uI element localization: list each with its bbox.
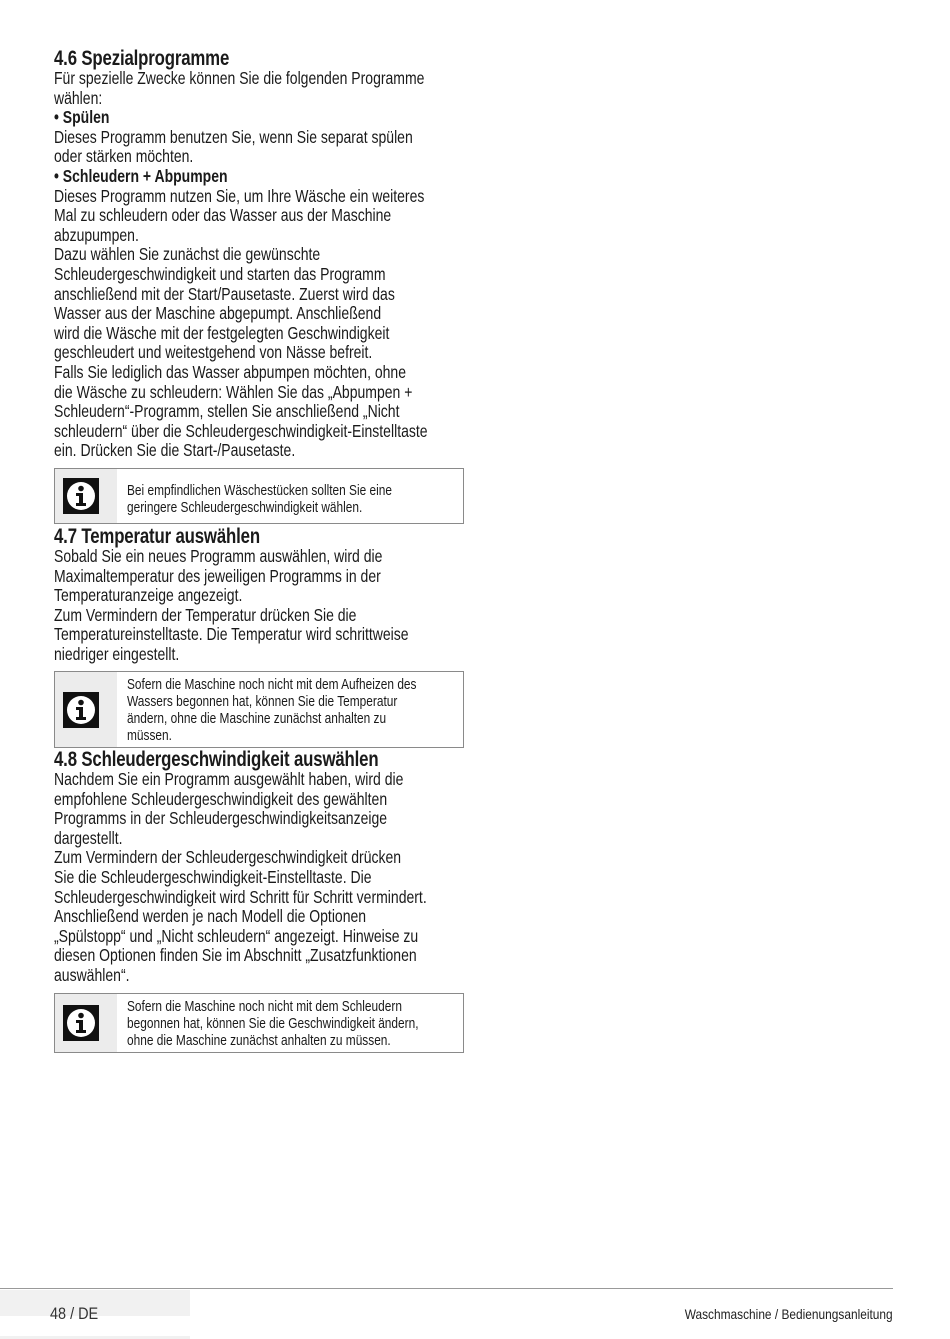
paragraph-line: Anschließend werden je nach Modell die Optionen [54, 906, 367, 927]
note-text-line: müssen. [127, 728, 172, 744]
footer-divider [0, 1288, 893, 1289]
paragraph-line: anschließend mit der Start/Pausetaste. Zuerst wird das [54, 283, 395, 304]
paragraph-line: Zum Vermindern der Schleudergeschwindigkeit drücken [54, 847, 402, 868]
paragraph-line: Nachdem Sie ein Programm ausgewählt haben, wird die [54, 769, 404, 789]
footer-title: Waschmaschine / Bedienungsanleitung [685, 1306, 893, 1322]
paragraph-line: Sobald Sie ein neues Programm auswählen, wird die [54, 546, 383, 566]
paragraph-line: Maximaltemperatur des jeweiligen Programms in der [54, 565, 381, 586]
paragraph-line: „Spülstopp“ und „Nicht schleudern“ angezeigt. Hinweise zu [54, 925, 419, 946]
paragraph-line: Temperaturanzeige angezeigt. [54, 585, 243, 606]
paragraph-line: Dieses Programm benutzen Sie, wenn Sie separat spülen [54, 126, 413, 147]
paragraph-line: ein. Drücken Sie die Start-/Pausetaste. [54, 440, 296, 461]
info-note-4-8 [54, 993, 464, 1053]
page-number: 48 / DE [50, 1304, 99, 1323]
info-note-4-7 [54, 671, 464, 748]
section-heading: 4.7 Temperatur auswählen [54, 525, 260, 548]
paragraph-line: oder stärken möchten. [54, 146, 194, 167]
paragraph-line: wird die Wäsche mit der festgelegten Geschwindigkeit [54, 322, 390, 343]
note-text-line: Sofern die Maschine noch nicht mit dem Aufheizen des [127, 677, 417, 693]
paragraph-line: Sie die Schleudergeschwindigkeit-Einstelltaste. Die [54, 866, 372, 887]
subheading: • Schleudern + Abpumpen [54, 165, 228, 186]
paragraph-line: empfohlene Schleudergeschwindigkeit des gewählten [54, 788, 388, 809]
paragraph-line: Dieses Programm nutzen Sie, um Ihre Wäsche ein weiteres [54, 185, 425, 206]
note-text-line: Bei empfindlichen Wäschestücken sollten Sie eine [127, 483, 393, 499]
paragraph-line: Temperatureinstelltaste. Die Temperatur wird schrittweise [54, 624, 409, 645]
note-text-line: ohne die Maschine zunächst anhalten zu müssen. [127, 1033, 391, 1049]
info-note-4-6 [54, 468, 464, 524]
paragraph-line: dargestellt. [54, 827, 123, 848]
section-4-7 [54, 527, 470, 665]
paragraph-line: Schleudergeschwindigkeit und starten das Programm [54, 263, 386, 284]
paragraph-line: Für spezielle Zwecke können Sie die folgenden Programme [54, 68, 425, 88]
section-heading: 4.8 Schleudergeschwindigkeit auswählen [54, 748, 379, 771]
info-icon [63, 478, 99, 514]
paragraph-line: niedriger eingestellt. [54, 643, 180, 664]
paragraph-line: Dazu wählen Sie zunächst die gewünschte [54, 244, 321, 265]
paragraph-line: Zum Vermindern der Temperatur drücken Sie die [54, 604, 357, 625]
note-text-line: Wassers begonnen hat, können Sie die Temperatur [127, 694, 398, 710]
paragraph-line: schleudern“ über die Schleudergeschwindigkeit-Einstelltaste [54, 420, 428, 441]
paragraph-line: Programms in der Schleudergeschwindigkeitsanzeige [54, 808, 388, 829]
note-text-line: Sofern die Maschine noch nicht mit dem Schleudern [127, 999, 402, 1015]
section-4-8 [54, 750, 470, 986]
paragraph-line: Falls Sie lediglich das Wasser abpumpen möchten, ohne [54, 361, 407, 382]
note-text-line: begonnen hat, können Sie die Geschwindigkeit ändern, [127, 1016, 419, 1032]
paragraph-line: Schleudergeschwindigkeit wird Schritt für Schritt vermindert. [54, 886, 427, 907]
paragraph-line: Wasser aus der Maschine abgepumpt. Anschließend [54, 303, 382, 324]
paragraph-line: Schleudern“-Programm, stellen Sie anschließend „Nicht [54, 401, 400, 422]
paragraph-line: diesen Optionen finden Sie im Abschnitt „Zusatzfunktionen [54, 945, 417, 966]
paragraph-line: geschleudert und weitestgehend von Nässe befreit. [54, 342, 373, 363]
paragraph-line: die Wäsche zu schleudern: Wählen Sie das „Abpumpen + [54, 381, 413, 402]
subheading: • Spülen [54, 107, 110, 128]
info-icon [63, 692, 99, 728]
paragraph-line: Mal zu schleudern oder das Wasser aus der Maschine [54, 205, 392, 226]
paragraph-line: wählen: [54, 87, 103, 108]
paragraph-line: abzupumpen. [54, 224, 139, 245]
section-heading: 4.6 Spezialprogramme [54, 47, 230, 70]
note-text-line: geringere Schleudergeschwindigkeit wählen. [127, 500, 363, 516]
paragraph-line: auswählen“. [54, 964, 130, 985]
info-icon [63, 1005, 99, 1041]
section-4-6 [54, 49, 470, 461]
note-text-line: ändern, ohne die Maschine zunächst anhalten zu [127, 711, 387, 727]
